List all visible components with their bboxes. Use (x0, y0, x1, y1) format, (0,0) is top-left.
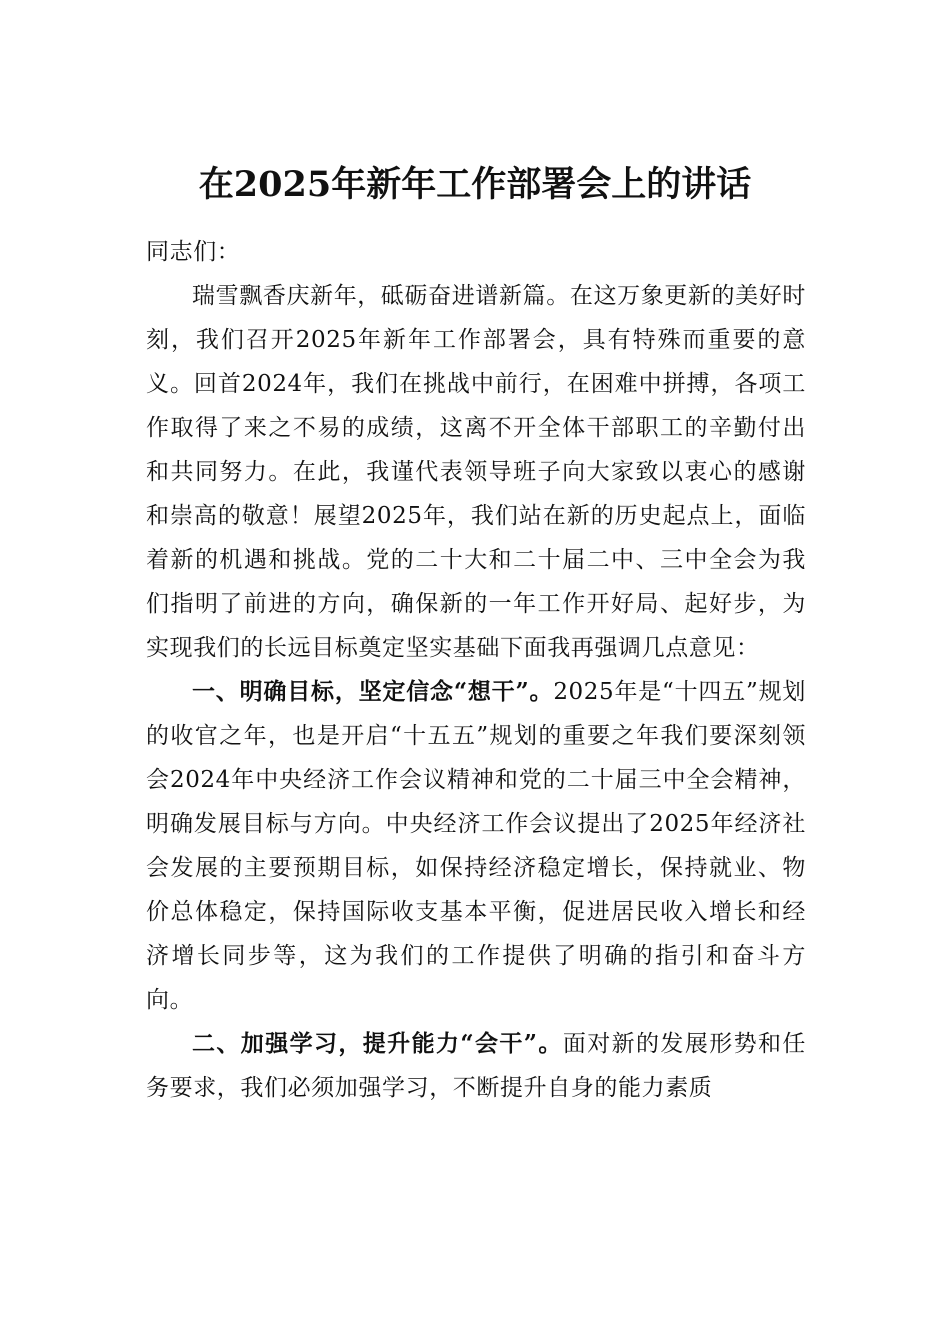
paragraph-section-2 (146, 1022, 806, 1110)
paragraph-intro-text: 瑞雪飘香庆新年，砥砺奋进谱新篇。在这万象更新的美好时刻，我们召开2025年新年工作部署会，具有特殊而重要的意义。回首2024年，我们在挑战中前行，在困难中拼搏，各项工作取得了来之不易的成绩，这离不开全体干部职工的辛勤付出和共同努力。在此，我谨代表领导班子向大家致以衷心的感谢和崇高的敬意！展望2025年，我们站在新的历史起点上，面临着新的机遇和挑战。党的二十大和二十届二中、三中全会为我们指明了前进的方向，确保新的一年工作开好局、起好步，为实现我们的长远目标奠定坚实基础下面我再强调几点意见： (146, 283, 806, 661)
paragraph-intro (146, 274, 806, 670)
document-title: 在2025年新年工作部署会上的讲话 (198, 164, 752, 205)
document-body (146, 230, 806, 1110)
section-2-heading: 二、加强学习，提升能力“会干”。 (192, 1030, 563, 1057)
section-2-text: 面对新的发展形势和任务要求，我们必须加强学习，不断提升自身的能力素质 (146, 1031, 807, 1101)
salutation: 同志们： (146, 239, 241, 265)
section-1-text: 2025年是“十四五”规划的收官之年，也是开启“十五五”规划的重要之年我们要深刻领会2024年中央经济工作会议精神和党的二十届三中全会精神，明确发展目标与方向。中央经济工作会议提出了2025年经济社会发展的主要预期目标，如保持经济稳定增长，保持就业、物价总体稳定，保持国际收支基本平衡，促进居民收入增长和经济增长同步等，这为我们的工作提供了明确的指引和奋斗方向。 (146, 679, 806, 1013)
paragraph-section-1 (146, 670, 806, 1022)
section-1-heading: 一、明确目标，坚定信念“想干”。 (192, 678, 554, 705)
